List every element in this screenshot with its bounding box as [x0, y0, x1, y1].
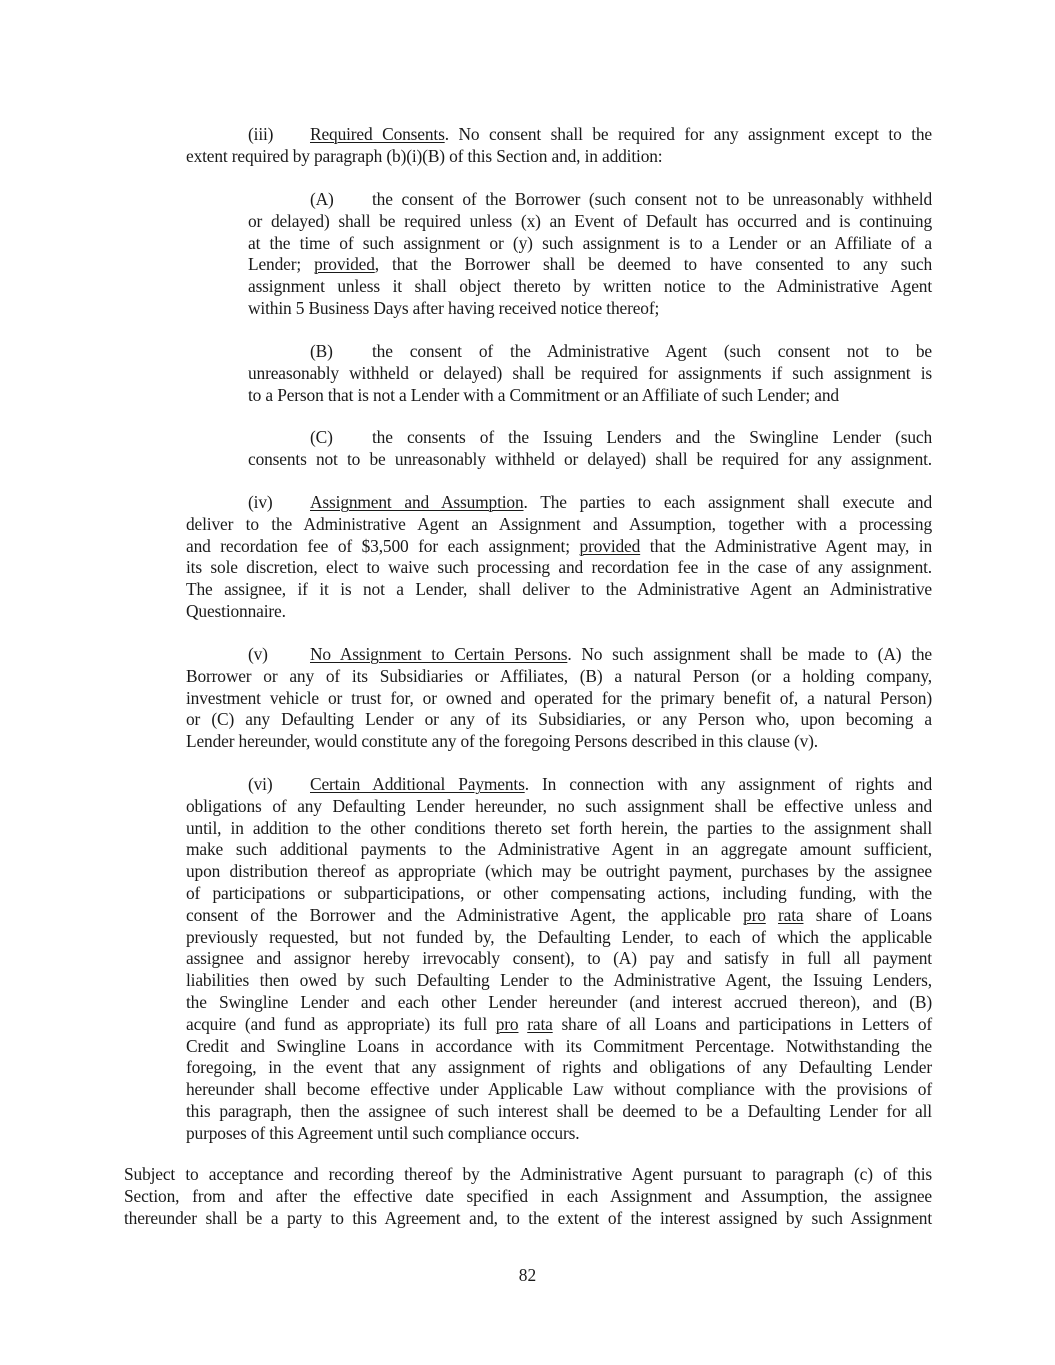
clause-heading: No Assignment to Certain Persons [310, 644, 568, 664]
clause-heading: Certain Additional Payments [310, 774, 525, 794]
rata-term: rata [778, 904, 804, 925]
clause-heading: Required Consents [310, 124, 445, 144]
subclause-number: (C) [310, 427, 333, 447]
clause-number: (iv) [248, 492, 273, 512]
subclause-number: (A) [310, 189, 334, 209]
subclause-a-borrower-consent: (A) the consent of the Borrower (such consent not to be unreasonably withheld or delayed) shall be required unless (x) an Event of Default has occurred and is continuing at the time of such assignment or (y) such assignment is to a Lender or an Affiliate of a Lender; provided, that the Borrower shall be deemed to have consented to any such assignment unless it shall object thereto by written notice to the Administrative Agent within 5 Business Days after having received notice thereof; [248, 189, 932, 318]
paragraph-v-no-assignment-certain-persons: (v) No Assignment to Certain Persons. No such assignment shall be made to (A) the Borrower or any of its Subsidiaries or Affiliates, (B) a natural Person (or a holding company, investment vehicle or trust for, or owned and operated for the primary benefit of, a natural Person) or (C) any Defaulting Lender or any of its Subsidiaries, or any Person who, upon becoming a Lender hereunder, would constitute any of the foregoing Persons described in this clause (v). [186, 644, 932, 752]
rata-term: rata [527, 1013, 553, 1034]
subclause-number: (B) [310, 341, 333, 361]
paragraph-iv-assignment-and-assumption: (iv) Assignment and Assumption. The parties to each assignment shall execute and deliver to the Administrative Agent an Assignment and Assumption, together with a processing and recordation fee of $3,500 for each assignment; provided that the Administrative Agent may, in its sole discretion, elect to waive such processing and recordation fee in the case of any assignment. The assignee, if it is not a Lender, shall deliver to the Administrative Agent an Administrative Questionnaire. [186, 492, 932, 621]
subclause-c-issuing-lenders-consent: (C) the consents of the Issuing Lenders and the Swingline Lender (such consents not to be unreasonably withheld or delayed) shall be required for any assignment. [248, 427, 932, 469]
paragraph-vi-certain-additional-payments: (vi) Certain Additional Payments. In connection with any assignment of rights and obligations of any Defaulting Lender hereunder, no such assignment shall be effective unless and until, in addition to the other conditions thereto set forth herein, the parties to the assignment shall make such additional payments to the Administrative Agent in an aggregate amount sufficient, upon distribution thereof as appropriate (which may be outright payment, purchases by the assignee of participations or subparticipations, or other compensating actions, including funding, with the consent of the Borrower and the Administrative Agent, the applicable pro rata share of Loans previously requested, but not funded by, the Defaulting Lender, to each of which the applicable assignee and assignor hereby irrevocably consent), to (A) pay and satisfy in full all payment liabilities then owed by such Defaulting Lender to the Administrative Agent, the Issuing Lenders, the Swingline Lender and each other Lender hereunder (and interest accrued thereon), and (B) acquire (and fund as appropriate) its full pro rata share of all Loans and participations in Letters of Credit and Swingline Loans in accordance with its Commitment Percentage. Notwithstanding the foregoing, in the event that any assignment of rights and obligations of any Defaulting Lender hereunder shall become effective under Applicable Law without compliance with the provisions of this paragraph, then the assignee of such interest shall be deemed to be a Defaulting Lender for all purposes of this Agreement until such compliance occurs. [186, 774, 933, 1143]
clause-number: (iii) [248, 124, 274, 144]
subclause-b-agent-consent: (B) the consent of the Administrative Agent (such consent not to be unreasonably withheld or delayed) shall be required for assignments if such assignment is to a Person that is not a Lender with a Commitment or an Affiliate of such Lender; and [248, 341, 932, 405]
provided-term: provided [314, 254, 375, 275]
paragraph-iii-required-consents: (iii) Required Consents. No consent shall be required for any assignment except to the extent required by paragraph (b)(i)(B) of this Section and, in addition: [186, 124, 932, 166]
pro-term: pro [495, 1013, 519, 1034]
page-number: 82 [518, 1265, 537, 1285]
clause-number: (v) [248, 644, 268, 664]
provided-term: provided [579, 535, 641, 556]
paragraph-closing-subject-to-acceptance: Subject to acceptance and recording thereof by the Administrative Agent pursuant to paragraph (c) of this Section, from and after the effective date specified in each Assignment and Assumption, the assignee thereunder shall be a party to this Agreement and, to the extent of the interest assigned by such Assignment [124, 1164, 932, 1228]
clause-number: (vi) [248, 774, 273, 794]
pro-term: pro [743, 904, 766, 925]
clause-heading: Assignment and Assumption [310, 492, 524, 512]
